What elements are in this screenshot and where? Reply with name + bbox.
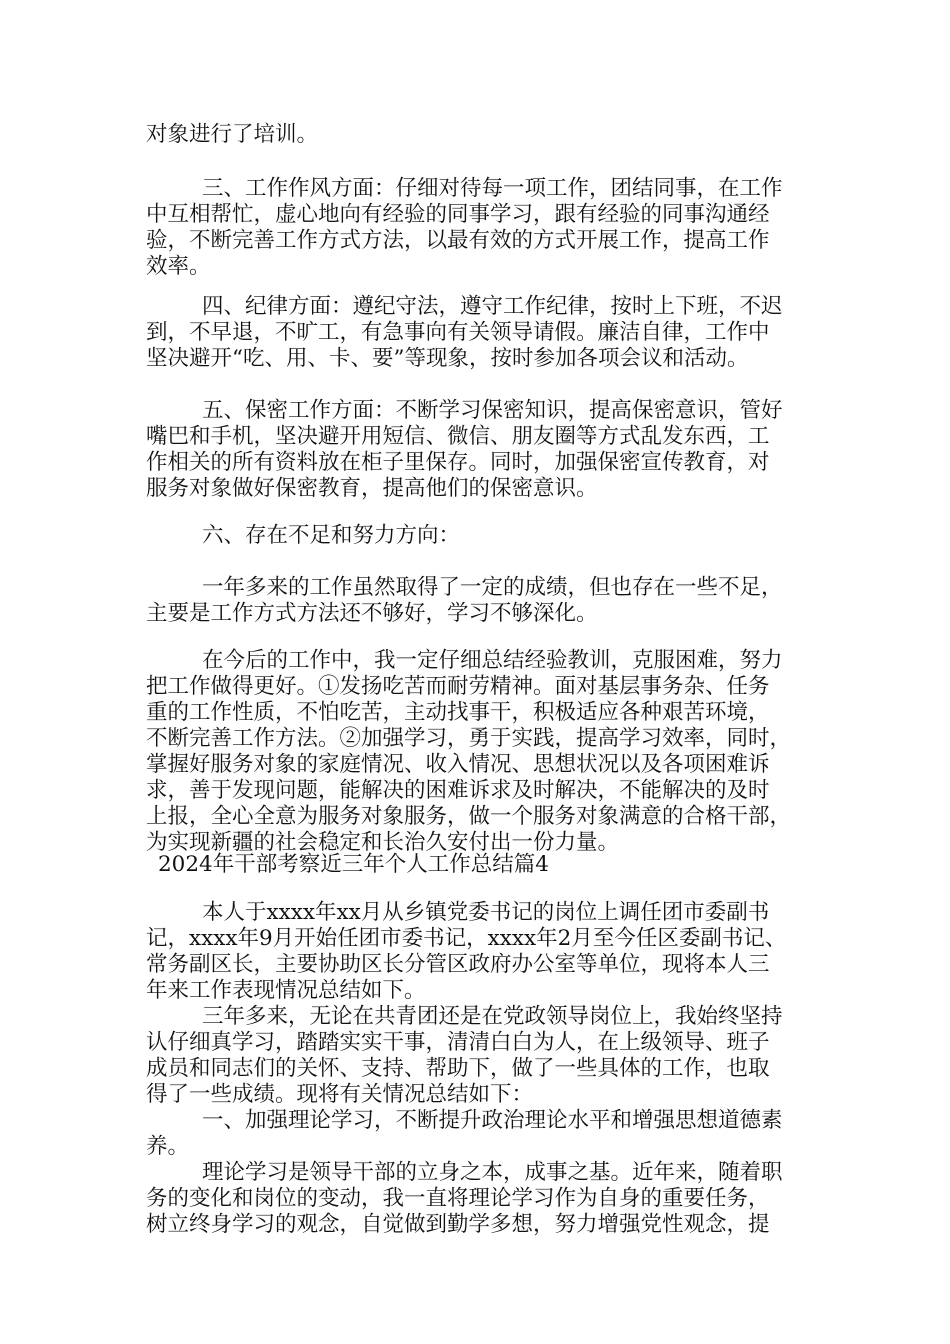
paragraph-theory-study [146,1160,826,1238]
text-line: 认仔细真学习，踏踏实实干事，清清白白为人，在上级领导、班子 [146,1030,770,1055]
text-line: 在今后的工作中，我一定仔细总结经验教训，克服困难，努力 [202,648,783,673]
paragraph-shortcomings-heading [146,523,826,549]
text-line: 年来工作表现情况总结如下。 [146,978,426,1003]
text-line: 到，不早退，不旷工，有急事向有关领导请假。廉洁自律，工作中 [146,320,770,345]
paragraph-training-end [146,122,826,148]
text-line: 重的工作性质，不怕吃苦，主动找事干，积极适应各种艰苦环境， [146,700,770,725]
text-line: 养。 [146,1134,190,1159]
text-line: 不断完善工作方法。②加强学习，勇于实践，提高学习效率，同时， [146,726,792,751]
text-line: 上报，全心全意为服务对象服务，做一个服务对象满意的合格干部， [146,804,792,829]
text-line: 记，xxxx年9月开始任团市委书记，xxxx年2月至今任区委副书记、 [146,926,787,951]
paragraph-work-style [146,176,826,280]
text-line: 主要是工作方式方法还不够好，学习不够深化。 [146,601,598,626]
text-line: 成员和同志们的关怀、支持、帮助下，做了一些具体的工作，也取 [146,1056,770,1081]
text-line: 五、保密工作方面：不断学习保密知识，提高保密意识，管好 [202,398,783,423]
text-line: 为实现新疆的社会稳定和长治久安付出一份力量。 [146,830,620,855]
text-line: 务的变化和岗位的变动，我一直将理论学习作为自身的重要任务， [146,1186,770,1211]
paragraph-theory-heading [146,1108,826,1160]
text-line: 三、工作作风方面：仔细对待每一项工作，团结同事，在工作 [202,176,783,201]
text-line: 得了一些成绩。现将有关情况总结如下： [146,1082,534,1107]
paragraph-confidentiality [146,398,826,502]
paragraph-career-history [146,900,826,1004]
text-line: 四、纪律方面：遵纪守法，遵守工作纪律，按时上下班，不迟 [202,294,783,319]
text-line: 掌握好服务对象的家庭情况、收入情况、思想状况以及各项困难诉 [146,752,770,777]
text-line: 求，善于发现问题，能解决的困难诉求及时解决，不能解决的及时 [146,778,770,803]
text-line: 2024年干部考察近三年个人工作总结篇4 [158,852,549,877]
text-line: 对象进行了培训。 [146,122,319,147]
text-line: 验，不断完善工作方式方法，以最有效的方式开展工作，提高工作 [146,228,770,253]
paragraph-shortcomings [146,575,826,627]
text-line: 坚决避开“吃、用、卡、要”等现象，按时参加各项会议和活动。 [146,346,749,371]
text-line: 本人于xxxx年xx月从乡镇党委书记的岗位上调任团市委副书 [202,900,770,925]
text-line: 树立终身学习的观念，自觉做到勤学多想，努力增强党性观念，提 [146,1212,770,1237]
text-line: 常务副区长，主要协助区长分管区政府办公室等单位，现将本人三 [146,952,770,977]
text-line: 中互相帮忙，虚心地向有经验的同事学习，跟有经验的同事沟通经 [146,202,770,227]
text-line: 一年多来的工作虽然取得了一定的成绩，但也存在一些不足， [202,575,783,600]
paragraph-future-work [146,648,826,856]
paragraph-discipline [146,294,826,372]
text-line: 把工作做得更好。①发扬吃苦而耐劳精神。面对基层事务杂、任务 [146,674,770,699]
text-line: 作相关的所有资料放在柜子里保存。同时，加强保密宣传教育，对 [146,450,770,475]
section-title [158,852,838,878]
text-line: 六、存在不足和努力方向： [202,523,461,548]
text-line: 服务对象做好保密教育，提高他们的保密意识。 [146,476,598,501]
text-line: 嘴巴和手机，坚决避开用短信、微信、朋友圈等方式乱发东西，工 [146,424,770,449]
text-line: 理论学习是领导干部的立身之本，成事之基。近年来，随着职 [202,1160,783,1185]
text-line: 三年多来，无论在共青团还是在党政领导岗位上，我始终坚持 [202,1004,783,1029]
text-line: 一、加强理论学习，不断提升政治理论水平和增强思想道德素 [202,1108,783,1133]
paragraph-three-years [146,1004,826,1108]
text-line: 效率。 [146,254,211,279]
